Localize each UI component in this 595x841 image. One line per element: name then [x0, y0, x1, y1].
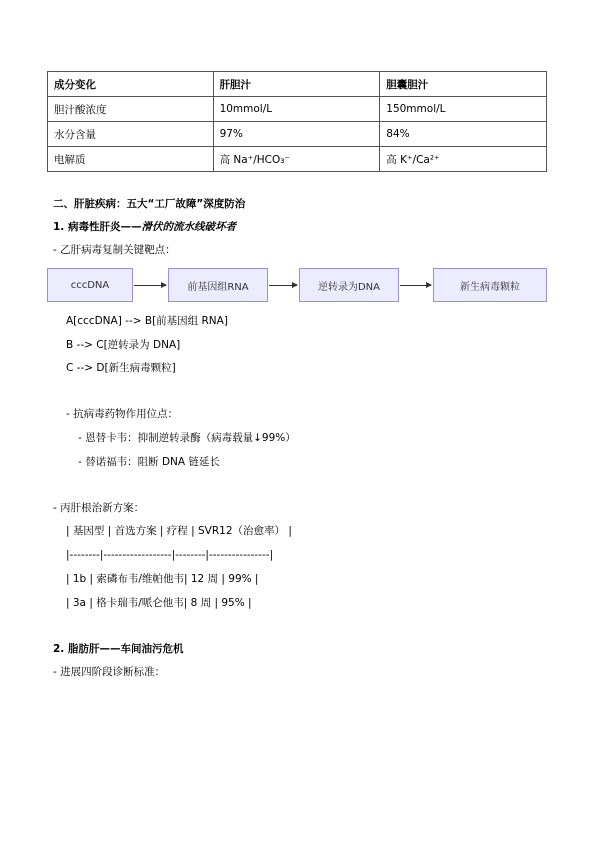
table-row	[48, 147, 547, 172]
subsection-title: 脂肪肝——车间油污危机	[67, 643, 184, 655]
fatty-liver-intro: - 进展四阶段诊断标准：	[53, 666, 166, 678]
hcv-table-line: | 1b | 索磷布韦/维帕他韦| 12 周 | 99% |	[66, 573, 259, 585]
subsection-title-plain: 病毒性肝炎——	[67, 221, 142, 233]
mermaid-line: A[cccDNA] --> B[前基因组 RNA]	[66, 315, 228, 327]
subsection-number: 1.	[53, 221, 65, 233]
hbv-flowchart	[47, 268, 547, 304]
table-cell: 84%	[380, 122, 547, 147]
flow-node: 逆转录为DNA	[299, 268, 399, 302]
section-title: 二、肝脏疾病：五大“工厂故障”深度防治	[53, 198, 246, 210]
table-cell: 电解质	[48, 147, 214, 172]
flow-arrow	[269, 285, 297, 286]
flow-node: 新生病毒颗粒	[433, 268, 547, 302]
table-cell: 97%	[213, 122, 380, 147]
subsection-fatty-liver-title	[53, 642, 183, 656]
table-cell: 高 K⁺/Ca²⁺	[380, 147, 547, 172]
table-row	[48, 122, 547, 147]
antiviral-item: - 替诺福韦：阻断 DNA 链延长	[78, 456, 220, 468]
table-cell: 胆汁酸浓度	[48, 97, 214, 122]
table-header-cell: 肝胆汁	[213, 72, 380, 97]
table-header-row	[48, 72, 547, 97]
table-cell: 150mmol/L	[380, 97, 547, 122]
table-header-cell: 成分变化	[48, 72, 214, 97]
antiviral-title: - 抗病毒药物作用位点：	[66, 408, 179, 420]
antiviral-item: - 恩替卡韦：抑制逆转录酶（病毒载量↓99%）	[78, 432, 296, 444]
flow-node: cccDNA	[47, 268, 133, 302]
hcv-table-line: | 3a | 格卡瑞韦/哌仑他韦| 8 周 | 95% |	[66, 597, 252, 609]
subsection-number: 2.	[53, 643, 65, 655]
table-cell: 10mmol/L	[213, 97, 380, 122]
table-header-cell: 胆囊胆汁	[380, 72, 547, 97]
subsection-hepatitis-title	[53, 220, 236, 234]
hcv-title: - 丙肝根治新方案：	[53, 502, 145, 514]
hcv-table-line: |--------|------------------|--------|----------------|	[66, 549, 274, 561]
mermaid-line: C --> D[新生病毒颗粒]	[66, 362, 176, 374]
flow-arrow	[400, 285, 431, 286]
table-row	[48, 97, 547, 122]
flow-arrow	[134, 285, 166, 286]
table-cell: 水分含量	[48, 122, 214, 147]
mermaid-line: B --> C[逆转录为 DNA]	[66, 339, 181, 351]
hbv-intro: - 乙肝病毒复制关键靶点：	[53, 244, 176, 256]
subsection-title-italic: 滑伏的流水线破坏者	[141, 221, 236, 233]
bile-composition-table	[47, 71, 547, 172]
hcv-table-line: | 基因型 | 首选方案 | 疗程 | SVR12（治愈率） |	[66, 525, 292, 537]
table-cell: 高 Na⁺/HCO₃⁻	[213, 147, 380, 172]
flow-node: 前基因组RNA	[168, 268, 268, 302]
